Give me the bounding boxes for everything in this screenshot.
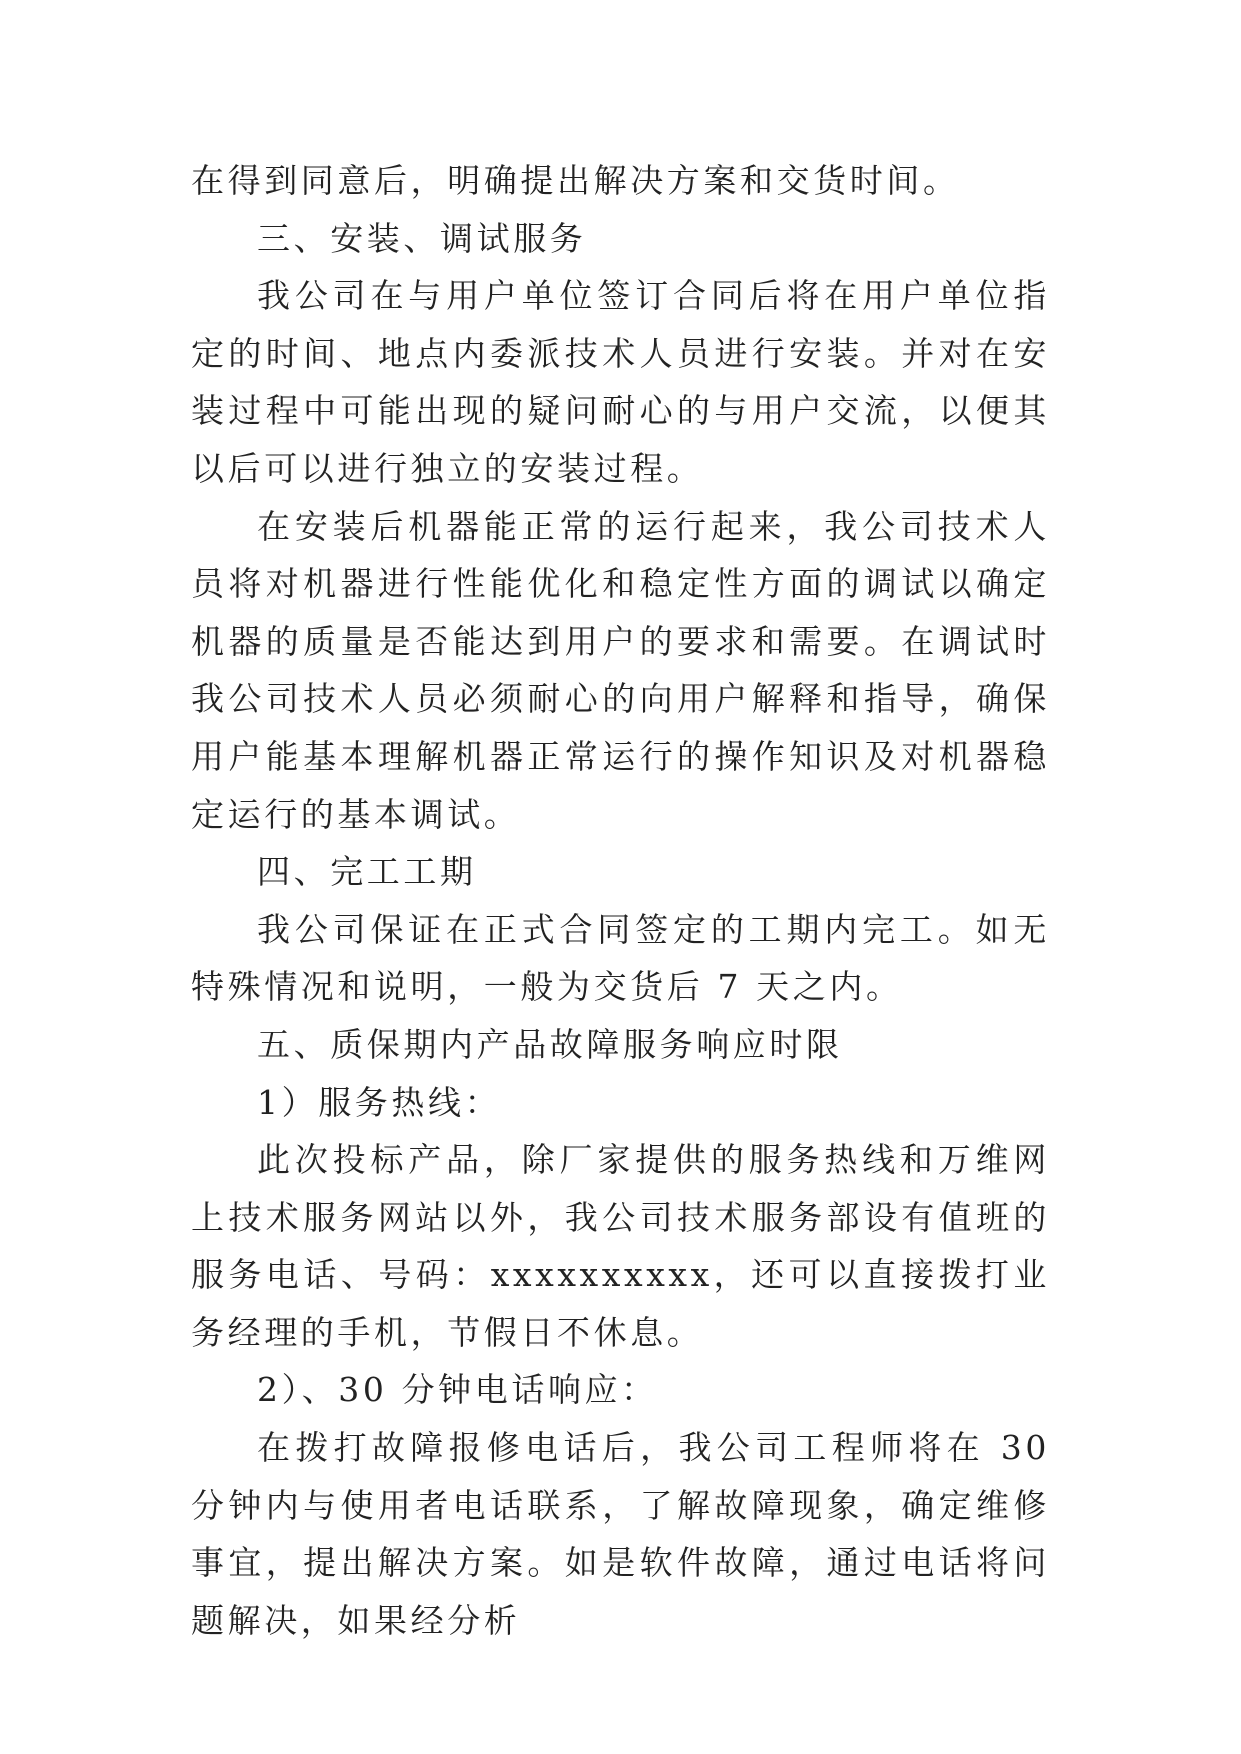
section-heading-completion: 四、完工工期 — [257, 852, 477, 892]
section-heading-installation: 三、安装、调试服务 — [257, 218, 587, 258]
paragraph-installation-2: 在安装后机器能正常的运行起来，我公司技术人员将对机器进行性能优化和稳定性方面的调试以确定机器的质量是否能达到用户的要求和需要。在调试时我公司技术人员必须耐心的向用户解释和指导，确保用户能基本理解机器正常运行的操作知识及对机器稳定运行的基本调试。 — [191, 506, 1050, 834]
section-heading-response-time: 五、质保期内产品故障服务响应时限 — [257, 1024, 843, 1064]
paragraph-30-minute-response: 在拨打故障报修电话后，我公司工程师将在 30 分钟内与使用者电话联系，了解故障现象，确定维修事宜，提出解决方案。如是软件故障，通过电话将问题解决，如果经分析 — [191, 1428, 1050, 1640]
subheading-service-hotline: 1）服务热线： — [257, 1082, 502, 1122]
paragraph-installation-1: 我公司在与用户单位签订合同后将在用户单位指定的时间、地点内委派技术人员进行安装。并对在安装过程中可能出现的疑问耐心的与用户交流，以便其以后可以进行独立的安装过程。 — [191, 276, 1050, 488]
paragraph-completion: 我公司保证在正式合同签定的工期内完工。如无特殊情况和说明，一般为交货后 7 天之内。 — [191, 909, 1050, 1007]
document-body — [191, 152, 1050, 1649]
subheading-30-minute-response: 2）、30 分钟电话响应： — [257, 1370, 658, 1410]
paragraph-service-hotline: 此次投标产品，除厂家提供的服务热线和万维网上技术服务网站以外，我公司技术服务部设有值班的服务电话、号码：xxxxxxxxxx，还可以直接拨打业务经理的手机，节假日不休息。 — [191, 1140, 1050, 1352]
paragraph-continuation: 在得到同意后，明确提出解决方案和交货时间。 — [191, 161, 960, 200]
